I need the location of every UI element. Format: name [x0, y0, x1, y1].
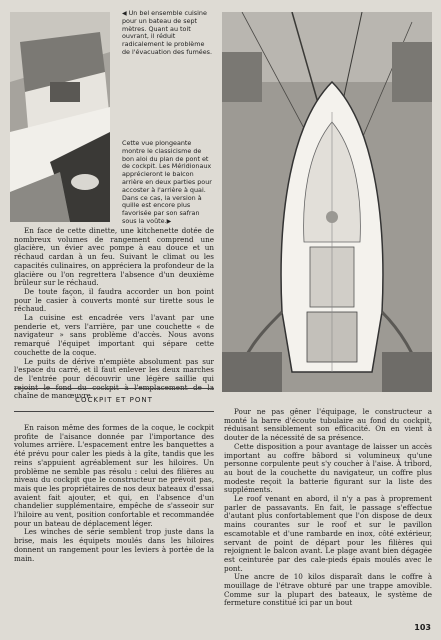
triangle-left-icon: ◀ — [122, 10, 127, 17]
article-column-left-top — [14, 227, 214, 401]
boat-aerial-photo — [222, 12, 432, 392]
article-column-right — [224, 408, 432, 608]
paragraph: Le puits de dérive n'empiète absolument pas sur l'espace du carré, et il faut enlever les deux marches de l'entrée pour découvrir une légère saillie qui rejoint le fond du cockpit à l'emplacement de la chaîne de manœuvre. — [14, 356, 214, 401]
paragraph: Une ancre de 10 kilos disparaît dans le coffre à mouillage de l'étrave obturé par une trappe amovible. Comme sur la plupart des bateaux, le système de fermeture constitué ici par un bout — [224, 572, 432, 608]
caption-aerial-text: Cette vue plongeante montre le classicisme de bon aloi du plan de pont et de cockpit. Les Méridionaux apprécieront le balcon arrière en deux parties pour accoster à l'arrière à quai. Dans ce cas, la version à quille est encore plus favorisée par son safran sous la voûte. — [122, 139, 212, 225]
galley-illustration — [10, 12, 110, 222]
caption-aerial-view — [122, 140, 214, 226]
galley-photo — [10, 12, 110, 222]
paragraph: De toute façon, il faudra accorder un bon point pour le casier à couverts monté sur tirette sous le réchaud. — [14, 286, 214, 314]
paragraph: Cette disposition a pour avantage de laisser un accès important au coffre bâbord si volumineux qu'une personne corpulente peut s'y coucher à l'aise. À tribord, au bout de la couchette du navigateur, un coffre plus modeste reçoit la batterie figurant sur la liste des suppléments. — [224, 441, 432, 495]
triangle-right-icon: ▶ — [166, 217, 172, 225]
boat-illustration — [222, 12, 432, 392]
article-column-left-bottom — [14, 424, 214, 563]
paragraph: Le roof venant en abord, il n'y a pas à proprement parler de passavants. En fait, le passage s'effectue d'autant plus confortablement que l'on dispose de deux mains courantes sur le roof et sur le pavillon escamotable et d'une rambarde en inox, côté extérieur, servant de point de départ pour les filières qui rejoignent le balcon avant. Le plage avant bien dégagée est ceinturée par des cale-pieds épais moulés avec le pont. — [224, 494, 432, 573]
page-number: 103 — [414, 623, 431, 632]
paragraph: Les winches de série semblent trop juste dans la brise, mais les équipets moulés dans les hiloires donnent un rangement pour les leviers à portée de la main. — [14, 527, 214, 563]
caption-galley-text: Un bel ensemble cuisine pour un bateau de sept mètres. Quant au toit ouvrant, il réduit radicalement le problème de l'évacuation des fumées. — [122, 9, 213, 56]
paragraph: En raison même des formes de la coque, le cockpit profite de l'aisance donnée par l'importance des volumes arrière. L'espacement entre les banquettes a été prévu pour caler les pieds à la gîte, tandis que les reins s'appuient agréablement sur les hiloires. Un problème ne semble pas résolu : celui des filières au niveau du cockpit que le constructeur ne prévoit pas, mais que les propriétaires de nos deux bateaux d'essai avaient fait ajouter, et qui, en l'absence d'un chandelier supplémentaire, empêche de s'asseoir sur l'hiloire au vent, position confortable et recommandée pour un bateau de déplacement léger. — [14, 423, 214, 528]
paragraph: En face de cette dinette, une kitchenette dotée de nombreux volumes de rangement comprend une glacière, un évier avec pompe à eau douce et un réchaud cardan à un feu. Suivant le climat ou les capacités culinaires, on appréciera la profondeur de la glacière ou l'on regrettera l'absence d'un deuxième brûleur sur le réchaud. — [14, 226, 214, 288]
caption-galley — [122, 10, 214, 57]
section-heading: COCKPIT ET PONT — [14, 388, 214, 412]
paragraph: La cuisine est encadrée vers l'avant par une penderie et, vers l'arrière, par une couchette « de navigateur » sans problème d'accès. Nous avons remarqué l'équipet important qui sépare cette couchette de la coque. — [14, 313, 214, 357]
paragraph: Pour ne pas gêner l'équipage, le constructeur a monté la barre d'écoute tubulaire au fond du cockpit, réduisant sensiblement son efficacité. On en vient à douter de la nécessité de sa présence. — [224, 407, 432, 443]
